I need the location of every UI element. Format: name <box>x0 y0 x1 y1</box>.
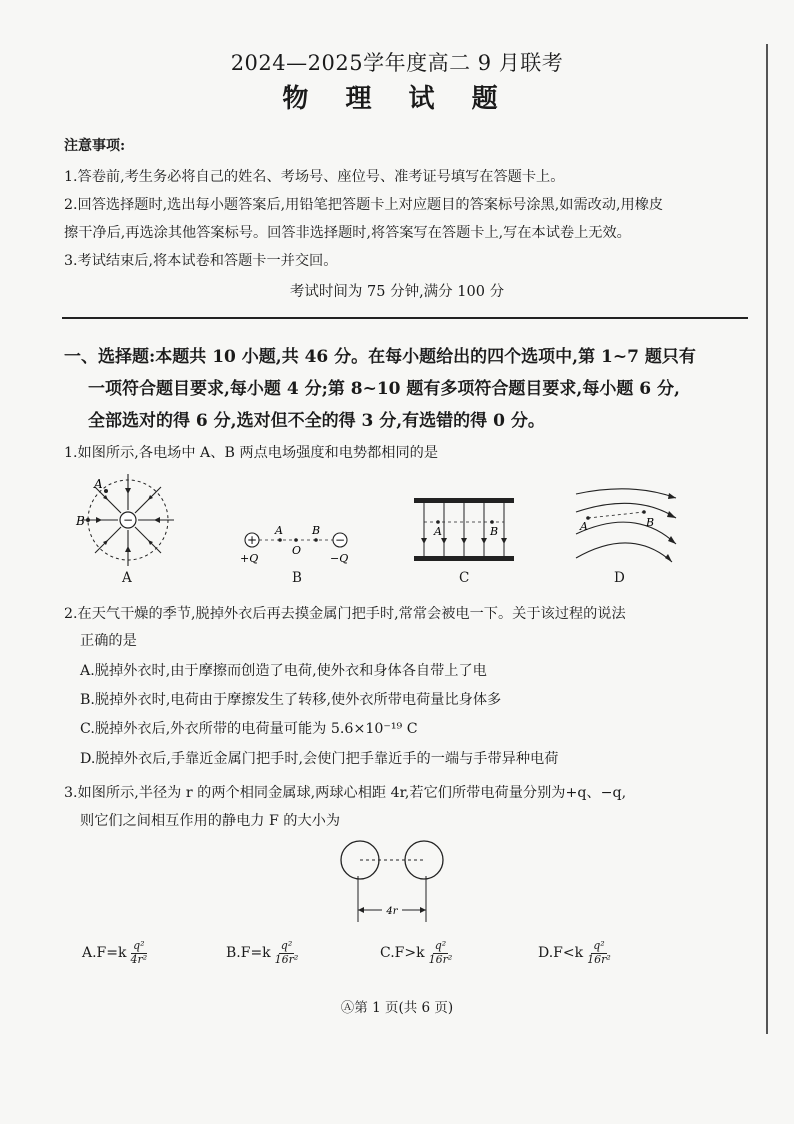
note-item-1: 1.答卷前,考生务必将自己的姓名、考场号、座位号、准考证号填写在答题卡上。 <box>64 169 565 185</box>
q2-option-d: D.脱掉外衣后,手靠近金属门把手时,会使门把手靠近手的一端与手带异种电荷 <box>80 751 559 767</box>
section1-line-2: 一项符合题目要求,每小题 4 分;第 8~10 题有多项符合题目要求,每小题 6 分, <box>88 379 680 399</box>
figure-b-plus-sign: + <box>246 533 258 547</box>
subject-title: 物 理 试 题 <box>282 84 512 114</box>
q3-stem-1: 3.如图所示,半径为 r 的两个相同金属球,两球心相距 4r,若它们所带电荷量分别为+q、−q, <box>64 785 627 801</box>
figure-b-label-b: B <box>312 524 321 537</box>
page-footer: Ⓐ第 1 页(共 6 页) <box>340 1000 454 1016</box>
q3-option-b: B.F=k $\frac{\text{q²}}{\text{16r²}}$ <box>226 939 299 966</box>
q1-caption-c: C <box>459 570 470 586</box>
note-item-3: 3.考试结束后,将本试卷和答题卡一并交回。 <box>64 253 338 269</box>
q2-stem-1: 2.在天气干燥的季节,脱掉外衣后再去摸金属门把手时,常常会被电一下。关于该过程的说法 <box>64 606 626 622</box>
figure-d-label-a: A <box>580 520 588 533</box>
q1-caption-a: A <box>122 570 132 586</box>
page-edge-rule <box>766 44 768 1034</box>
figure-a-charge-sign: − <box>122 513 134 527</box>
figure-b-label-o: O <box>292 544 302 557</box>
q2-stem-2: 正确的是 <box>80 633 137 649</box>
figure-a-label-b: B <box>76 514 85 528</box>
q1-figure-d <box>572 484 682 564</box>
note-item-2: 2.回答选择题时,选出每小题答案后,用铅笔把答题卡上对应题目的答案标号涂黑,如需改动,用橡皮 <box>64 197 664 213</box>
figure-c-label-a: A <box>434 525 442 538</box>
figure-c-label-b: B <box>490 525 499 538</box>
q3-option-c: C.F>k $\frac{\text{q²}}{\text{16r²}}$ <box>380 939 453 966</box>
figure-b-label-plusq: +Q <box>240 552 259 565</box>
figure-b-label-a: A <box>275 524 283 537</box>
q1-caption-b: B <box>292 570 302 586</box>
q3-option-d: D.F<k $\frac{\text{q²}}{\text{16r²}}$ <box>538 939 611 966</box>
figure-b-label-minusq: −Q <box>330 552 349 565</box>
q3-figure <box>330 836 450 922</box>
section1-line-1: 一、选择题:本题共 10 小题,共 46 分。在每小题给出的四个选项中,第 1~7 题只有 <box>64 347 696 367</box>
q1-stem: 1.如图所示,各电场中 A、B 两点电场强度和电势都相同的是 <box>64 445 439 461</box>
q3-stem-2: 则它们之间相互作用的静电力 F 的大小为 <box>80 813 341 829</box>
q2-option-c: C.脱掉外衣后,外衣所带的电荷量可能为 5.6×10⁻¹⁹ C <box>80 721 418 737</box>
figure-b-minus-sign: − <box>334 533 346 547</box>
q3-option-a: A.F=k $\frac{\text{q²}}{\text{4r²}}$ <box>82 939 148 966</box>
note-item-2-cont: 擦干净后,再选涂其他答案标号。回答非选择题时,将答案写在答题卡上,写在本试卷上无效。 <box>64 225 631 241</box>
section1-line-3: 全部选对的得 6 分,选对但不全的得 3 分,有选错的得 0 分。 <box>88 411 545 431</box>
q2-option-a: A.脱掉外衣时,由于摩擦而创造了电荷,使外衣和身体各自带上了电 <box>80 663 487 679</box>
figure-d-label-b: B <box>646 516 655 529</box>
q1-figure-a <box>70 470 180 570</box>
q2-option-b: B.脱掉外衣时,电荷由于摩擦发生了转移,使外衣所带电荷量比身体多 <box>80 692 502 708</box>
exam-title: 2024—2025学年度高二 9 月联考 <box>230 51 564 75</box>
exam-time: 考试时间为 75 分钟,满分 100 分 <box>289 284 505 300</box>
q1-caption-d: D <box>614 570 625 586</box>
notes-heading: 注意事项: <box>64 138 126 154</box>
figure-a-label-a: A <box>94 477 103 491</box>
q1-figure-b <box>236 520 366 570</box>
q1-figure-c <box>408 494 520 566</box>
q3-figure-distance-label: 4r <box>386 906 398 917</box>
divider <box>62 317 748 319</box>
